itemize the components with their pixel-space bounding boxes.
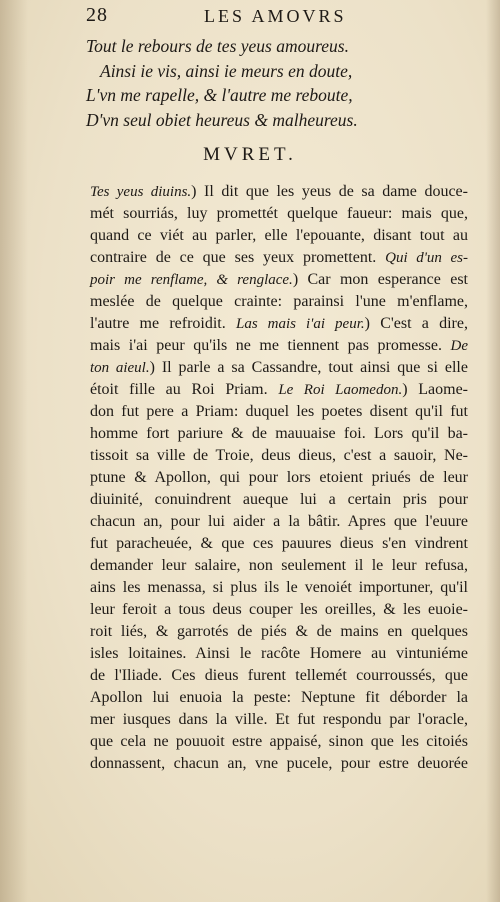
commentary-segment: mét sourriás, luy promettét quelque faueur: mais que,: [90, 205, 468, 222]
commentary-segment: don fut pere a Priam: duquel les poetes disent qu'il fut: [90, 403, 468, 420]
commentary-line: [90, 379, 468, 401]
commentary-segment: diuinité, conuindrent aueque lui a certain pris pour: [90, 491, 468, 508]
commentary-line: [90, 577, 468, 599]
commentary-line: [90, 621, 468, 643]
lemma-quote: poir me renflame, & renglace.: [90, 272, 293, 288]
commentary-line: [90, 731, 468, 753]
commentary-segment: Apollon lui enuoia la peste: Neptune fit déborder la: [90, 689, 468, 706]
commentary-segment: fut paracheuée, & que ces pauures dieus s'en vindrent: [90, 535, 468, 552]
commentary-segment: ) Il parle a sa Cassandre, tout ainsi que si elle: [149, 359, 468, 376]
commentary-line: [90, 423, 468, 445]
commentary-line: [90, 181, 468, 203]
commentary-segment: quand ce viét au parler, elle l'epouante, disant tout au: [90, 227, 468, 244]
lemma-quote: Le Roi Laomedon.: [278, 382, 403, 398]
commentary-segment: demander leur salaire, non seulement il le leur refusa,: [90, 557, 468, 574]
commentary-line: [90, 467, 468, 489]
commentary-segment: ains les menassa, si plus ils le venoiét importuner, qu'il: [90, 579, 468, 596]
commentary-line: [90, 555, 468, 577]
commentary-line: [90, 335, 468, 357]
commentary-line: [90, 709, 468, 731]
page-header: [86, 4, 466, 30]
commentary-line: [90, 753, 468, 775]
section-heading: MVRET.: [203, 144, 297, 165]
lemma-quote: Tes yeus diuins.: [90, 184, 192, 200]
commentary-line: [90, 687, 468, 709]
lemma-quote: Las mais i'ai peur.: [236, 316, 365, 332]
commentary-line: [90, 445, 468, 467]
commentary-line: [90, 511, 468, 533]
commentary-segment: l'autre me refroidit.: [90, 315, 236, 332]
commentary-segment: de l'Iliade. Ces dieus furent tellemét courroussés, que: [90, 667, 468, 684]
commentary-segment: ) C'est a dire,: [364, 315, 468, 332]
commentary-line: [90, 313, 468, 335]
commentary-text: [90, 181, 468, 775]
commentary-segment: roit liés, & garrotés de piés & de mains en quelques: [90, 623, 468, 640]
commentary-segment: contraire de ce que ses yeux promettent.: [90, 249, 386, 266]
commentary-segment: homme fort pariure & de mauuaise foi. Lors qu'il ba-: [90, 425, 468, 442]
commentary-line: [90, 665, 468, 687]
commentary-segment: ) Laome-: [402, 381, 469, 398]
commentary-line: [90, 269, 468, 291]
commentary-segment: que cela ne pouuoit estre appaisé, sinon que les citoiés: [90, 733, 468, 750]
commentary-segment: meslée de quelque crainte: parainsi l'une m'enflame,: [90, 293, 468, 310]
commentary-segment: chacun an, pour lui aider a la bâtir. Apres que l'euure: [90, 513, 468, 530]
commentary-line: [90, 247, 468, 269]
verse-stanza: [84, 34, 464, 132]
commentary-line: [90, 533, 468, 555]
commentary-line: [90, 357, 468, 379]
commentary-segment: étoit fille au Roi Priam.: [90, 381, 279, 398]
lemma-quote: Qui d'un es-: [385, 250, 468, 266]
commentary-line: [90, 599, 468, 621]
commentary-line: [90, 225, 468, 247]
commentary-segment: ) Car mon esperance est: [292, 271, 468, 288]
page-number: 28: [86, 4, 108, 26]
lemma-quote: ton aieul.: [90, 360, 150, 376]
commentary-line: [90, 643, 468, 665]
commentary-segment: ptune & Apollon, qui pour lors etoient priués de leur: [90, 469, 468, 486]
commentary-segment: donnassent, chacun an, vne pucele, pour estre deuorée: [90, 755, 468, 772]
commentary-line: [90, 401, 468, 423]
commentary-segment: ) Il dit que les yeus de sa dame douce-: [191, 183, 468, 200]
commentary-segment: mer iusques dans la ville. Et fut respondu par l'oracle,: [90, 711, 468, 728]
commentary-segment: isles loitaines. Ainsi le racôte Homere au vintuniéme: [90, 645, 468, 662]
lemma-quote: De: [450, 338, 468, 354]
commentary-segment: tissoit sa ville de Troie, deus dieus, c'est a sauoir, Ne-: [90, 447, 468, 464]
verse-line: D'vn seul obiet heureus & malheureus.: [86, 109, 358, 130]
verse-line: L'vn me rapelle, & l'autre me reboute,: [86, 85, 353, 105]
verse-line: Ainsi ie vis, ainsi ie meurs en doute,: [100, 60, 353, 81]
commentary-line: [90, 203, 468, 225]
commentary-line: [90, 291, 468, 313]
commentary-line: [90, 489, 468, 511]
running-title: LES AMOVRS: [204, 6, 347, 26]
verse-line: Tout le rebours de tes yeus amoureus.: [86, 36, 349, 56]
commentary-segment: mais i'ai peur qu'ils ne me tiennent pas promesse.: [90, 337, 451, 354]
commentary-segment: leur feroit a tous deus couper les oreilles, & les euoie-: [90, 601, 468, 618]
